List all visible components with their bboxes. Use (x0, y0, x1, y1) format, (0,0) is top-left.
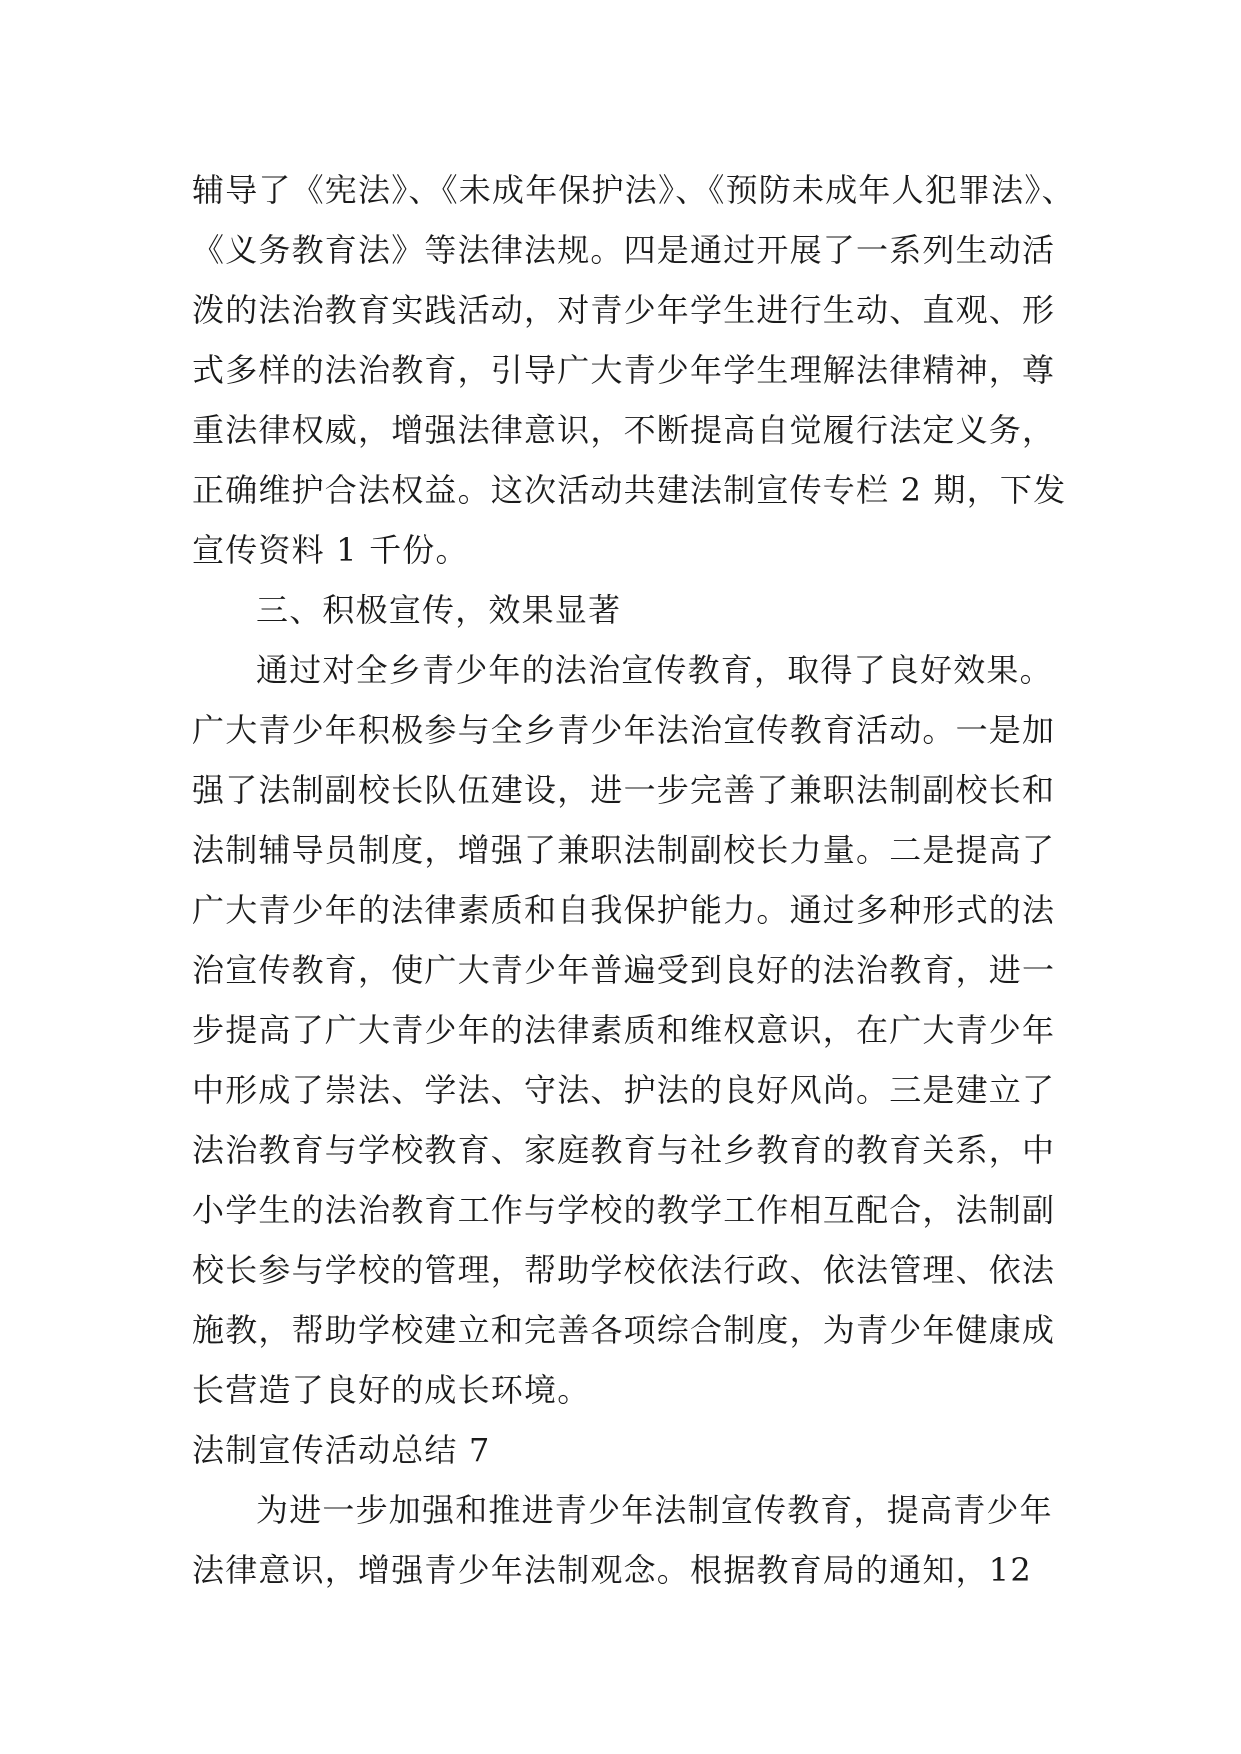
body-line: 泼的法治教育实践活动，对青少年学生进行生动、直观、形 (192, 291, 1056, 329)
body-line: 广大青少年的法律素质和自我保护能力。通过多种形式的法 (192, 891, 1056, 929)
body-line: 辅导了《宪法》、《未成年保护法》、《预防未成年人犯罪法》、 (192, 171, 1075, 209)
body-line: 通过对全乡青少年的法治宣传教育，取得了良好效果。 (256, 651, 1053, 689)
document-body (192, 160, 1092, 1600)
body-line: 法律意识，增强青少年法制观念。根据教育局的通知，12 (192, 1551, 1032, 1589)
body-line: 小学生的法治教育工作与学校的教学工作相互配合，法制副 (192, 1191, 1056, 1229)
body-line: 中形成了崇法、学法、守法、护法的良好风尚。三是建立了 (192, 1071, 1056, 1109)
body-line: 广大青少年积极参与全乡青少年法治宣传教育活动。一是加 (192, 711, 1056, 749)
body-line: 强了法制副校长队伍建设，进一步完善了兼职法制副校长和 (192, 771, 1056, 809)
body-line: 宣传资料 1 千份。 (192, 531, 469, 569)
body-line: 为进一步加强和推进青少年法制宣传教育，提高青少年 (256, 1491, 1053, 1529)
body-line: 法制辅导员制度，增强了兼职法制副校长力量。二是提高了 (192, 831, 1056, 869)
body-line: 式多样的法治教育，引导广大青少年学生理解法律精神，尊 (192, 351, 1056, 389)
section-heading: 三、积极宣传，效果显著 (256, 591, 622, 629)
body-line: 正确维护合法权益。这次活动共建法制宣传专栏 2 期，下发 (192, 471, 1067, 509)
body-line: 施教，帮助学校建立和完善各项综合制度，为青少年健康成 (192, 1311, 1056, 1349)
body-line: 《义务教育法》等法律法规。四是通过开展了一系列生动活 (192, 231, 1056, 269)
body-line: 校长参与学校的管理，帮助学校依法行政、依法管理、依法 (192, 1251, 1056, 1289)
body-line: 法治教育与学校教育、家庭教育与社乡教育的教育关系，中 (192, 1131, 1056, 1169)
article-title: 法制宣传活动总结 7 (192, 1431, 491, 1469)
body-line: 治宣传教育，使广大青少年普遍受到良好的法治教育，进一 (192, 951, 1056, 989)
body-line: 重法律权威，增强法律意识，不断提高自觉履行法定义务， (192, 411, 1056, 449)
body-line: 长营造了良好的成长环境。 (192, 1371, 591, 1409)
body-line: 步提高了广大青少年的法律素质和维权意识，在广大青少年 (192, 1011, 1056, 1049)
